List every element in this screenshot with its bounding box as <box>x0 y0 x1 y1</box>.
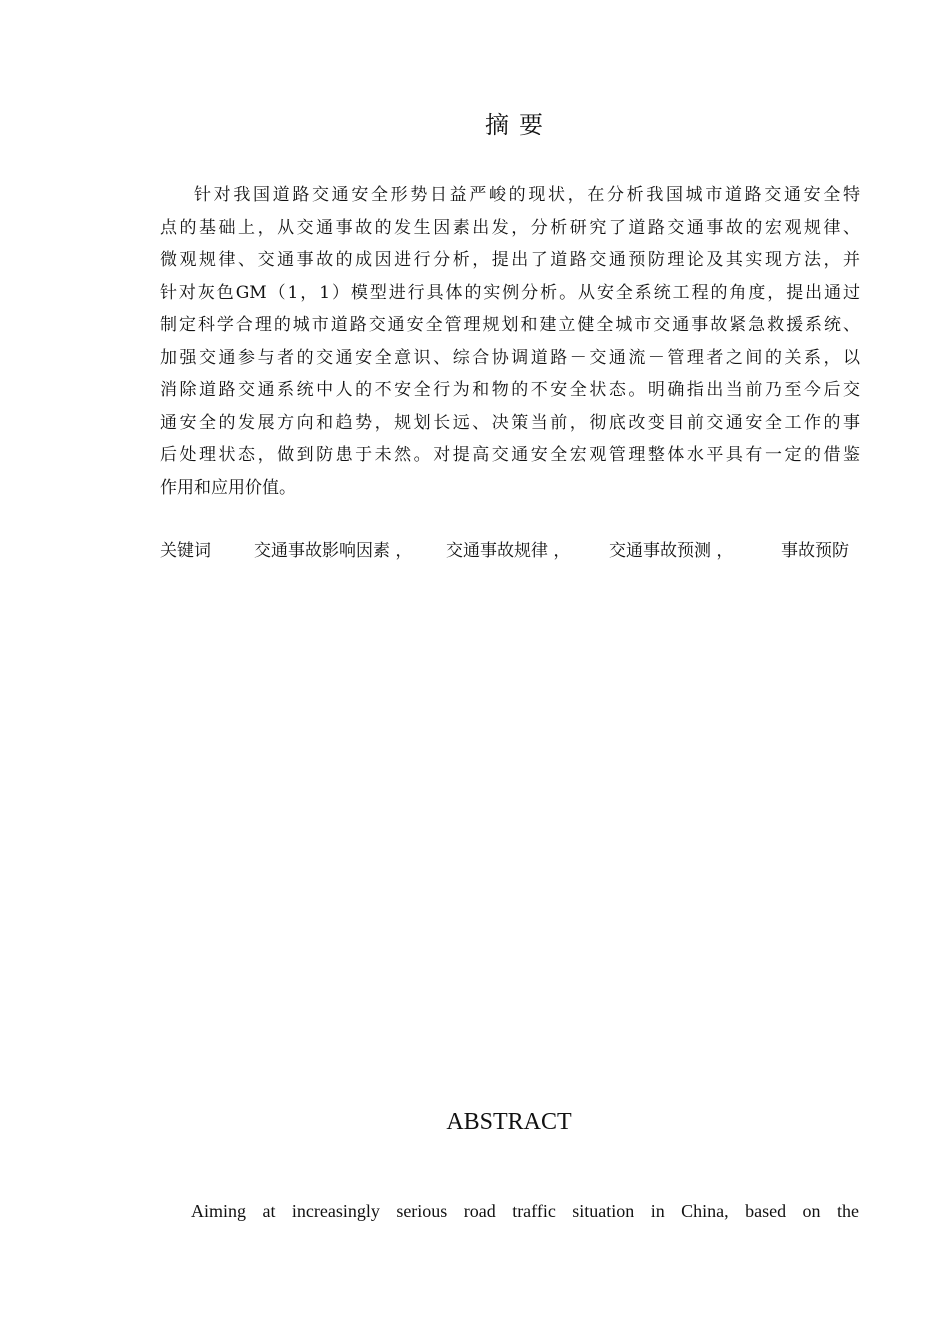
abstract-line: 后处理状态，做到防患于未然。对提高交通安全宏观管理整体水平具有一定的借鉴 <box>160 445 860 465</box>
chinese-abstract-body <box>160 179 860 504</box>
english-abstract-first-line: Aiming at increasingly serious road traffic situation in China, based on the <box>191 1201 859 1221</box>
abstract-line: 微观规律、交通事故的成因进行分析，提出了道路交通预防理论及其实现方法，并 <box>160 250 860 270</box>
keyword: 交通事故预测 ， <box>609 541 734 561</box>
keyword: 交通事故规律 ， <box>446 541 571 561</box>
chinese-abstract-title: 摘要 <box>485 111 553 139</box>
abstract-line: 制定科学合理的城市道路交通安全管理规划和建立健全城市交通事故紧急救援系统、 <box>160 315 860 335</box>
abstract-line: 针对灰色GM（1，1）模型进行具体的实例分析。从安全系统工程的角度，提出通过 <box>160 282 860 303</box>
abstract-line: 加强交通参与者的交通安全意识、综合协调道路－交通流－管理者之间的关系，以 <box>160 347 860 368</box>
keywords-label: 关键词 <box>160 541 211 561</box>
abstract-line: 通安全的发展方向和趋势，规划长远、决策当前，彻底改变目前交通安全工作的事 <box>160 412 860 433</box>
keyword: 事故预防 <box>781 541 849 561</box>
abstract-line: 消除道路交通系统中人的不安全行为和物的不安全状态。明确指出当前乃至今后交 <box>160 380 860 400</box>
english-abstract-title: ABSTRACT <box>446 1109 572 1135</box>
abstract-line: 作用和应用价值。 <box>160 477 296 498</box>
abstract-line: 点的基础上，从交通事故的发生因素出发，分析研究了道路交通事故的宏观规律、 <box>160 217 860 238</box>
keyword: 交通事故影响因素 ， <box>254 541 413 561</box>
abstract-line: 针对我国道路交通安全形势日益严峻的现状，在分析我国城市道路交通安全特 <box>194 185 860 205</box>
